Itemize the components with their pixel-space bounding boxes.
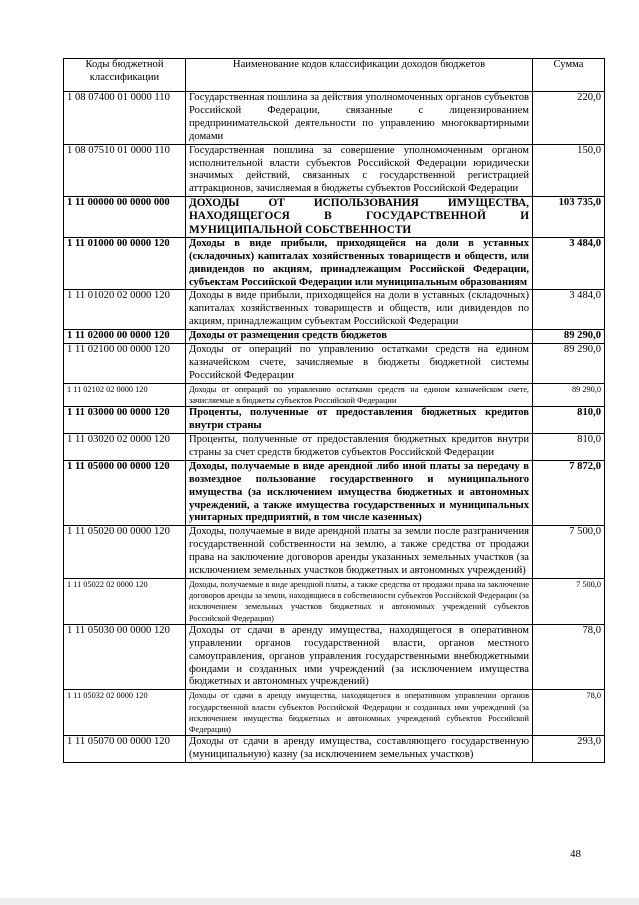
table-row xyxy=(64,736,605,763)
row-name: Доходы, получаемые в виде арендной платы, а также средства от продажи права на заключение договоров аренды за земли, находящиеся в собственности субъектов Российской Федерации (за исключением земельных участков бюджетных и автономных учреждений субъектов Российской Федерации) xyxy=(186,579,533,625)
table-row xyxy=(64,237,605,290)
row-name: Доходы, получаемые в виде арендной либо иной платы за передачу в возмездное пользование государственного и муниципального имущества (за исключением имущества бюджетных и автономных учреждений, а также имущества государственных и муниципальных унитарных предприятий, в том числе казенных) xyxy=(186,460,533,526)
row-code: 1 11 05020 00 0000 120 xyxy=(64,526,186,579)
row-name: Государственная пошлина за действия уполномоченных органов субъектов Российской Федерации, связанные с лицензированием предпринимательской деятельности по управлению многоквартирными домами xyxy=(186,92,533,145)
row-code: 1 11 01020 02 0000 120 xyxy=(64,290,186,330)
row-sum: 89 290,0 xyxy=(533,344,605,384)
table-row xyxy=(64,624,605,690)
row-code: 1 08 07400 01 0000 110 xyxy=(64,92,186,145)
row-name: ДОХОДЫ ОТ ИСПОЛЬЗОВАНИЯ ИМУЩЕСТВА, НАХОДЯЩЕГОСЯ В ГОСУДАРСТВЕННОЙ И МУНИЦИПАЛЬНОЙ СОБСТВЕННОСТИ xyxy=(186,197,533,238)
row-sum: 103 735,0 xyxy=(533,197,605,238)
row-name: Доходы, получаемые в виде арендной платы за земли после разграничения государственной собственности на землю, а также средства от продажи права на заключение договоров аренды указанных земельных участков (за исключением земельных участков бюджетных и автономных учреждений) xyxy=(186,526,533,579)
page-number: 48 xyxy=(570,848,581,860)
row-code: 1 11 05022 02 0000 120 xyxy=(64,579,186,625)
row-name: Доходы в виде прибыли, приходящейся на доли в уставных (складочных) капиталах хозяйственных товариществ и обществ, или дивидендов по акциям, принадлежащим субъектам Российской Федерации xyxy=(186,290,533,330)
budget-revenue-table xyxy=(63,58,605,763)
row-code: 1 11 02000 00 0000 120 xyxy=(64,330,186,344)
row-sum: 78,0 xyxy=(533,690,605,736)
row-sum: 7 872,0 xyxy=(533,460,605,526)
header-code: Коды бюджетной классификации xyxy=(64,59,186,92)
table-row xyxy=(64,460,605,526)
row-code: 1 11 02102 02 0000 120 xyxy=(64,383,186,406)
row-sum: 293,0 xyxy=(533,736,605,763)
row-code: 1 11 00000 00 0000 000 xyxy=(64,197,186,238)
row-sum: 89 290,0 xyxy=(533,383,605,406)
row-sum: 89 290,0 xyxy=(533,330,605,344)
scan-bottom-edge xyxy=(0,898,639,905)
row-code: 1 11 03020 02 0000 120 xyxy=(64,434,186,461)
row-name: Государственная пошлина за совершение уполномоченным органом исполнительной власти субъектов Российской Федерации юридически значимых действий, связанных с государственной регистрацией аттракционов, зачисляемая в бюджеты субъектов Российской Федерации xyxy=(186,144,533,197)
table-row xyxy=(64,92,605,145)
table-row xyxy=(64,407,605,434)
row-sum: 810,0 xyxy=(533,407,605,434)
row-name: Доходы от операций по управлению остатками средств на едином казначейском счете, зачисляемые в бюджеты субъектов Российской Федерации xyxy=(186,383,533,406)
row-sum: 3 484,0 xyxy=(533,290,605,330)
row-name: Доходы от размещения средств бюджетов xyxy=(186,330,533,344)
row-code: 1 11 05032 02 0000 120 xyxy=(64,690,186,736)
row-name: Доходы от сдачи в аренду имущества, находящегося в оперативном управлении органов государственной власти, органов местного самоуправления, органов управления государственными внебюджетными фондами и созданных ими учреждений (за исключением имущества бюджетных и автономных учреждений) xyxy=(186,624,533,690)
row-code: 1 11 05030 00 0000 120 xyxy=(64,624,186,690)
table-row xyxy=(64,290,605,330)
row-sum: 7 500,0 xyxy=(533,526,605,579)
table-row xyxy=(64,344,605,384)
row-code: 1 11 03000 00 0000 120 xyxy=(64,407,186,434)
row-name: Доходы в виде прибыли, приходящейся на доли в уставных (складочных) капиталах хозяйственных товариществ и обществ, или дивидендов по акциям, принадлежащим Российской Федерации, субъектам Российской Федерации или муниципальным образованиям xyxy=(186,237,533,290)
header-name: Наименование кодов классификации доходов бюджетов xyxy=(186,59,533,92)
table-body xyxy=(64,92,605,763)
row-sum: 78,0 xyxy=(533,624,605,690)
row-name: Доходы от сдачи в аренду имущества, составляющего государственную (муниципальную) казну (за исключением земельных участков) xyxy=(186,736,533,763)
row-code: 1 11 02100 00 0000 120 xyxy=(64,344,186,384)
header-sum: Сумма xyxy=(533,59,605,92)
table-header-row xyxy=(64,59,605,92)
row-sum: 810,0 xyxy=(533,434,605,461)
row-code: 1 11 05000 00 0000 120 xyxy=(64,460,186,526)
table-row xyxy=(64,526,605,579)
table-row xyxy=(64,144,605,197)
row-name: Проценты, полученные от предоставления бюджетных кредитов внутри страны за счет средств бюджетов субъектов Российской Федерации xyxy=(186,434,533,461)
row-name: Проценты, полученные от предоставления бюджетных кредитов внутри страны xyxy=(186,407,533,434)
table-row xyxy=(64,434,605,461)
row-sum: 150,0 xyxy=(533,144,605,197)
row-sum: 7 500,0 xyxy=(533,579,605,625)
row-code: 1 11 01000 00 0000 120 xyxy=(64,237,186,290)
row-code: 1 08 07510 01 0000 110 xyxy=(64,144,186,197)
row-name: Доходы от операций по управлению остатками средств на едином казначейском счете, зачисляемые в бюджеты бюджетной системы Российской Федерации xyxy=(186,344,533,384)
table-row xyxy=(64,383,605,406)
table-row xyxy=(64,330,605,344)
table-row xyxy=(64,579,605,625)
row-sum: 3 484,0 xyxy=(533,237,605,290)
row-code: 1 11 05070 00 0000 120 xyxy=(64,736,186,763)
table-row xyxy=(64,690,605,736)
row-sum: 220,0 xyxy=(533,92,605,145)
table-row xyxy=(64,197,605,238)
row-name: Доходы от сдачи в аренду имущества, находящегося в оперативном управлении органов государственной власти субъектов Российской Федерации и созданных ими учреждений (за исключением имущества бюджетных и автономных учреждений субъектов Российской Федерации) xyxy=(186,690,533,736)
